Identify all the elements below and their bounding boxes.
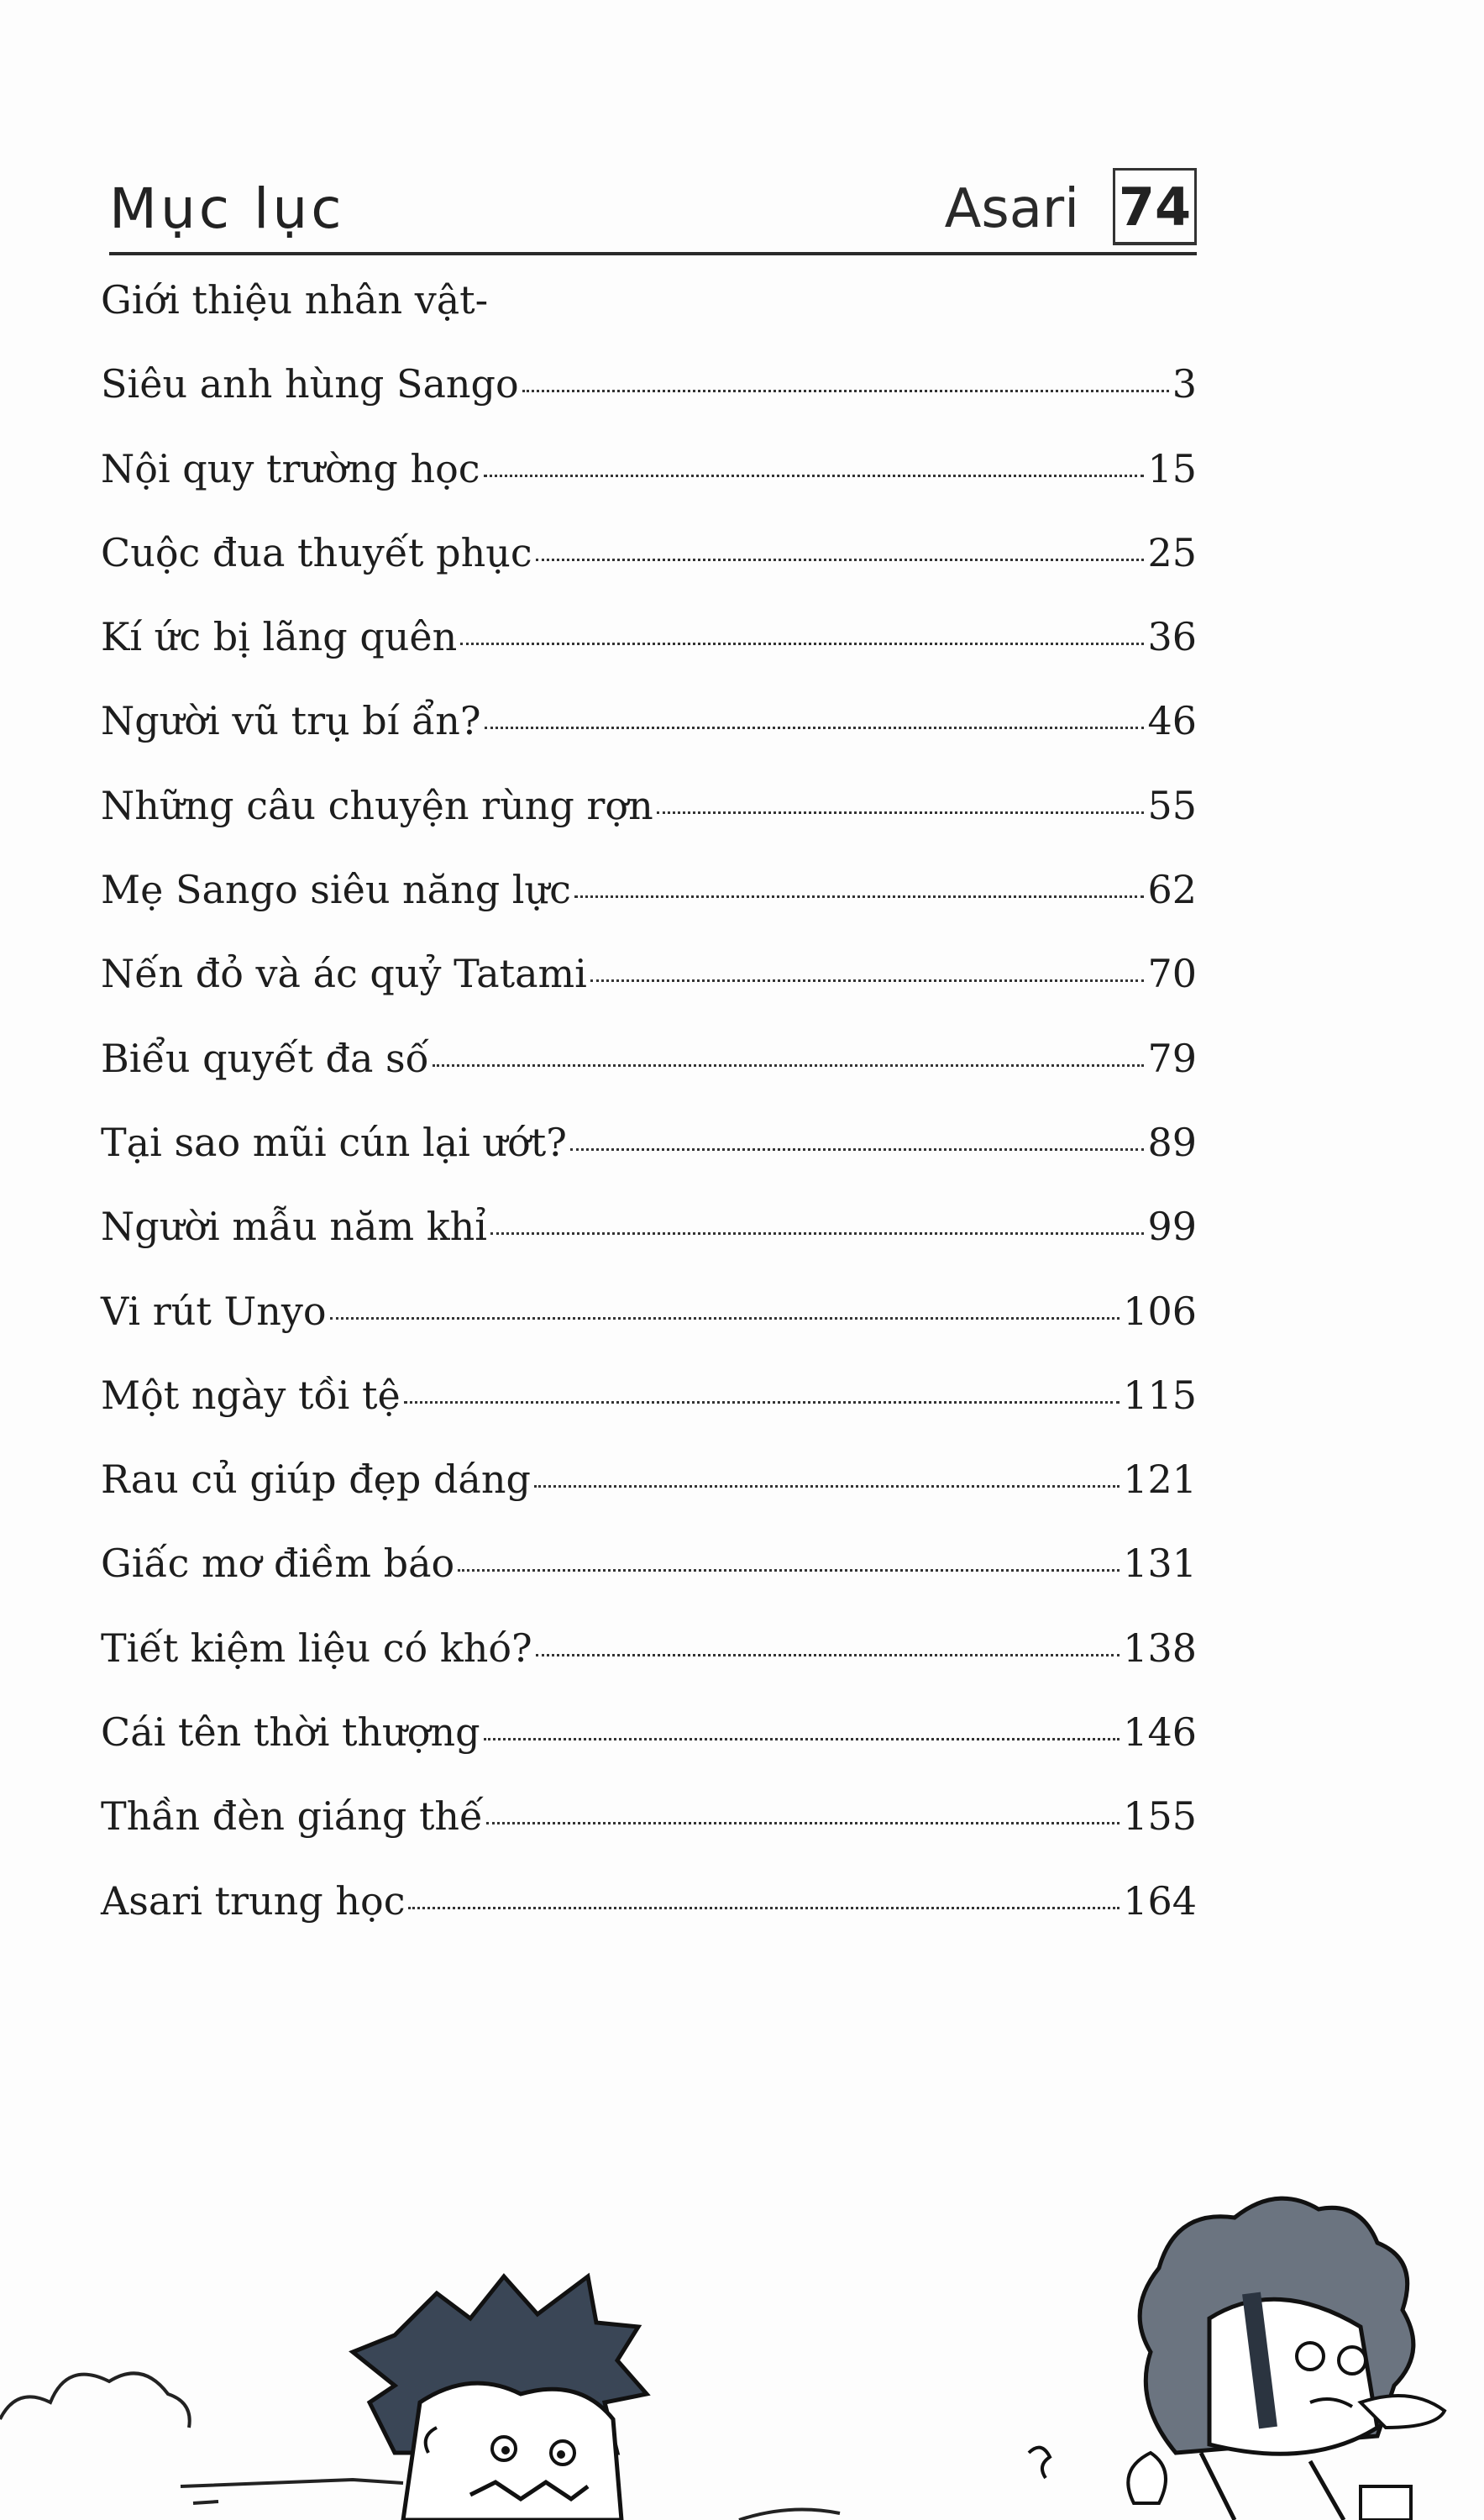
dot-leader [570, 1148, 1145, 1151]
toc-entry-page: 138 [1123, 1625, 1197, 1671]
page-title: Mục lục [109, 176, 345, 241]
toc-entry-title: Người vũ trụ bí ẩn? [101, 698, 481, 744]
toc-entry-title: Tiết kiệm liệu có khó? [101, 1625, 532, 1671]
toc-entry-title: Một ngày tồi tệ [101, 1372, 401, 1418]
dot-leader [485, 727, 1145, 729]
toc-entry [101, 783, 1197, 867]
toc-entry-title: Cuộc đua thuyết phục [101, 529, 532, 575]
dot-leader [404, 1401, 1120, 1404]
dot-leader [574, 895, 1145, 898]
dot-leader [408, 1907, 1120, 1909]
toc-entry [101, 1204, 1197, 1288]
toc-entry-title: Kí ức bị lãng quên [101, 614, 458, 660]
series-name: Asari [944, 178, 1079, 240]
toc-entry [101, 614, 1197, 698]
dot-leader [458, 1569, 1120, 1572]
toc-entry-page: 62 [1147, 867, 1197, 913]
dot-leader [486, 1822, 1120, 1824]
dot-leader [484, 475, 1145, 477]
doodle-mark [1029, 2448, 1050, 2478]
toc-entry-page: 155 [1123, 1793, 1197, 1840]
dot-leader [484, 1738, 1120, 1740]
dot-leader [657, 811, 1145, 814]
toc-entry-page: 3 [1172, 361, 1197, 407]
toc-entry-page: 121 [1123, 1457, 1197, 1503]
toc-entry-page: 164 [1123, 1877, 1197, 1924]
toc-entry-page: 25 [1147, 529, 1197, 575]
dot-leader [330, 1317, 1120, 1320]
toc-entry-title: Giới thiệu nhân vật- [101, 277, 489, 323]
toc-entry-page: 146 [1123, 1709, 1197, 1756]
toc-entry-page: 99 [1147, 1204, 1197, 1250]
dot-leader [433, 1064, 1145, 1067]
manga-characters-illustration [0, 2150, 1484, 2520]
volume-number: 74 [1113, 168, 1197, 245]
toc-entry-page: 36 [1147, 614, 1197, 660]
toc-entry-page: 15 [1147, 445, 1197, 491]
toc-entry-title: Siêu anh hùng Sango [101, 361, 519, 407]
toc-entry-page: 70 [1147, 951, 1197, 997]
toc-entry-page: 115 [1123, 1372, 1197, 1418]
toc-entry [101, 361, 1197, 445]
toc-entry-title: Người mẫu năm khỉ [101, 1204, 487, 1250]
dot-leader [522, 390, 1169, 392]
cloud-drawing [0, 2373, 190, 2428]
toc-entry-page: 79 [1147, 1035, 1197, 1081]
toc-entry-page: 131 [1123, 1541, 1197, 1587]
toc-entry [101, 1457, 1197, 1541]
toc-entry-page: 46 [1147, 698, 1197, 744]
toc-entry [101, 446, 1197, 530]
toc-entry-title: Cái tên thời thượng [101, 1709, 480, 1756]
toc-entry [101, 1120, 1197, 1204]
toc-entry-title: Thần đèn giáng thế [101, 1793, 484, 1840]
toc-entry-title: Nội quy trường học [101, 445, 480, 491]
toc-entry [101, 1625, 1197, 1709]
toc-entry-page: 106 [1123, 1288, 1197, 1334]
dot-leader [490, 1232, 1145, 1235]
toc-entry-title: Rau củ giúp đẹp dáng [101, 1457, 531, 1503]
toc-entry [101, 530, 1197, 614]
toc-entry-title: Những câu chuyện rùng rợn [101, 782, 653, 828]
toc-entry [101, 1878, 1197, 1962]
toc-entry [101, 1289, 1197, 1373]
toc-entry-page: 55 [1147, 782, 1197, 828]
toc-entry-title: Giấc mơ điềm báo [101, 1541, 455, 1587]
toc-entry-title: Nến đỏ và ác quỷ Tatami [101, 951, 587, 997]
toc-entry [101, 1036, 1197, 1120]
toc-entry-title: Mẹ Sango siêu năng lực [101, 867, 571, 913]
dot-leader [536, 1654, 1120, 1656]
dot-leader [534, 1485, 1120, 1488]
header-divider [109, 252, 1197, 255]
dot-leader [460, 643, 1144, 645]
girl-character-drawing [1128, 2198, 1445, 2520]
toc-entry [101, 1541, 1197, 1625]
toc-entry [101, 1373, 1197, 1457]
toc-header [109, 168, 1197, 260]
table-of-contents [101, 277, 1197, 1962]
dot-leader [590, 979, 1145, 982]
toc-entry-title: Asari trung học [101, 1877, 406, 1924]
toc-entry [101, 277, 1197, 361]
toc-entry-title: Tại sao mũi cún lại ướt? [101, 1119, 567, 1165]
toc-entry-title: Vi rút Unyo [101, 1288, 327, 1334]
toc-entry-page: 89 [1147, 1119, 1197, 1165]
toc-entry-title: Biểu quyết đa số [101, 1035, 429, 1081]
toc-entry [101, 951, 1197, 1035]
toc-entry [101, 1709, 1197, 1793]
dot-leader [536, 559, 1145, 561]
toc-entry [101, 698, 1197, 782]
toc-entry [101, 1793, 1197, 1877]
toc-entry [101, 867, 1197, 951]
